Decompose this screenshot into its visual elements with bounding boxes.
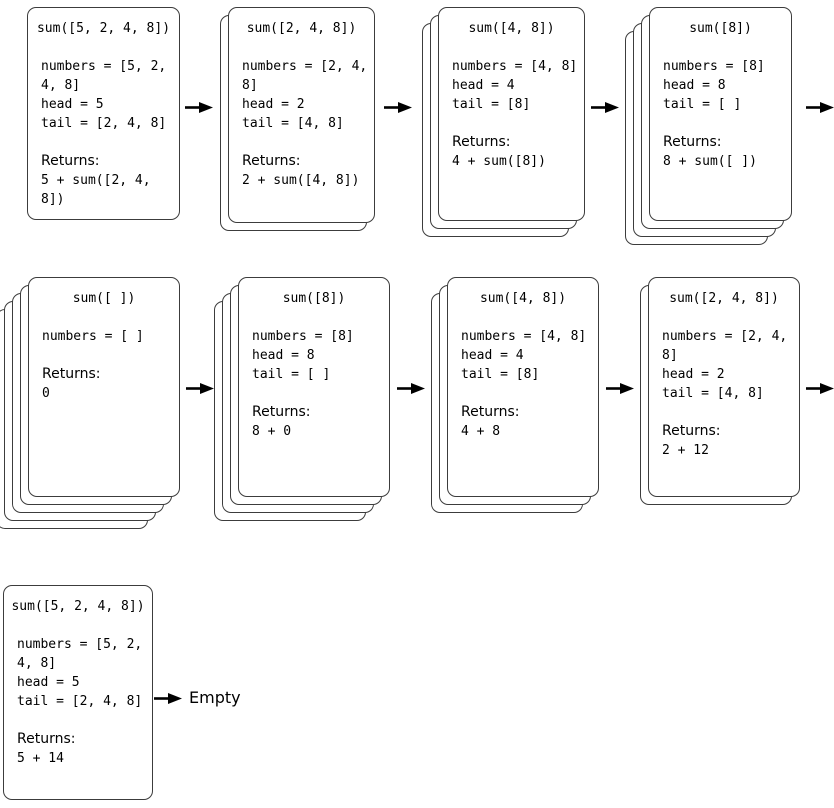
card-stack bbox=[228, 7, 375, 223]
arrow-right-icon bbox=[154, 692, 182, 705]
code-line: 4, 8] bbox=[41, 78, 81, 93]
card-title: sum([8]) bbox=[689, 21, 752, 36]
code-line: 8] bbox=[662, 348, 678, 363]
returns-label: Returns: bbox=[461, 404, 520, 420]
card-stack bbox=[27, 7, 180, 220]
blank-line bbox=[4, 711, 152, 730]
code-line: 8 + sum([ ]) bbox=[663, 154, 757, 169]
card-title: sum([4, 8]) bbox=[479, 291, 567, 306]
returns-label: Returns: bbox=[663, 134, 722, 150]
empty-label: Empty bbox=[189, 688, 241, 707]
code-line: 5 + sum([2, 4, bbox=[41, 173, 151, 188]
code-line: head = 8 bbox=[252, 348, 315, 363]
blank-line bbox=[649, 403, 799, 422]
code-line: head = 2 bbox=[662, 367, 725, 382]
code-line: numbers = [2, 4, bbox=[662, 329, 788, 344]
code-line: tail = [ ] bbox=[252, 367, 331, 382]
code-line: 2 + sum([4, 8]) bbox=[242, 173, 360, 188]
card-title: sum([5, 2, 4, 8]) bbox=[11, 599, 145, 614]
call-frame-card bbox=[649, 7, 792, 221]
blank-line bbox=[439, 38, 584, 57]
card-stack bbox=[649, 7, 792, 221]
card-title: sum([ ]) bbox=[72, 291, 136, 306]
card-title: sum([4, 8]) bbox=[468, 21, 555, 36]
arrow-right-icon bbox=[185, 101, 213, 114]
code-line: head = 8 bbox=[663, 78, 726, 93]
call-frame-card bbox=[447, 277, 599, 497]
arrow-right-icon bbox=[806, 101, 834, 114]
code-line: 4, 8] bbox=[17, 656, 57, 671]
blank-line bbox=[29, 346, 179, 365]
returns-label: Returns: bbox=[41, 153, 100, 169]
call-frame-card bbox=[28, 277, 180, 497]
blank-line bbox=[439, 114, 584, 133]
code-line: tail = [2, 4, 8] bbox=[41, 116, 167, 131]
code-line: 8 + 0 bbox=[252, 424, 292, 439]
code-line: tail = [8] bbox=[461, 367, 540, 382]
code-line: head = 2 bbox=[242, 97, 305, 112]
call-frame-card bbox=[228, 7, 375, 223]
code-line: head = 4 bbox=[452, 78, 515, 93]
call-frame-card bbox=[27, 7, 180, 220]
call-frame-card bbox=[238, 277, 390, 497]
code-line: 0 bbox=[42, 386, 50, 401]
blank-line bbox=[229, 133, 374, 152]
returns-label: Returns: bbox=[17, 731, 76, 747]
code-line: head = 5 bbox=[17, 675, 80, 690]
arrow-right-icon bbox=[186, 382, 214, 395]
returns-label: Returns: bbox=[662, 423, 721, 439]
code-line: numbers = [4, 8] bbox=[461, 329, 587, 344]
code-line: tail = [4, 8] bbox=[242, 116, 344, 131]
blank-line bbox=[28, 38, 179, 57]
blank-line bbox=[649, 308, 799, 327]
blank-line bbox=[448, 384, 598, 403]
code-line: 2 + 12 bbox=[662, 443, 709, 458]
card-title: sum([2, 4, 8]) bbox=[246, 21, 357, 36]
card-stack bbox=[238, 277, 390, 497]
blank-line bbox=[229, 38, 374, 57]
code-line: tail = [4, 8] bbox=[662, 386, 764, 401]
code-line: 5 + 14 bbox=[17, 751, 64, 766]
blank-line bbox=[650, 38, 791, 57]
arrow-right-icon bbox=[384, 101, 412, 114]
blank-line bbox=[650, 114, 791, 133]
card-title: sum([5, 2, 4, 8]) bbox=[36, 21, 171, 36]
card-stack bbox=[648, 277, 800, 497]
code-line: tail = [2, 4, 8] bbox=[17, 694, 143, 709]
arrow-right-icon bbox=[397, 382, 425, 395]
card-title: sum([8]) bbox=[282, 291, 346, 306]
code-line: numbers = [2, 4, bbox=[242, 59, 368, 74]
code-line: numbers = [8] bbox=[663, 59, 765, 74]
code-line: numbers = [5, 2, bbox=[41, 59, 167, 74]
call-frame-card bbox=[648, 277, 800, 497]
card-stack bbox=[438, 7, 585, 221]
code-line: tail = [ ] bbox=[663, 97, 742, 112]
blank-line bbox=[4, 616, 152, 635]
returns-label: Returns: bbox=[252, 404, 311, 420]
blank-line bbox=[239, 384, 389, 403]
card-stack bbox=[447, 277, 599, 497]
call-frame-card bbox=[3, 585, 153, 800]
code-line: 8] bbox=[242, 78, 258, 93]
code-line: 4 + 8 bbox=[461, 424, 501, 439]
code-line: 8]) bbox=[41, 192, 65, 207]
code-line: 4 + sum([8]) bbox=[452, 154, 546, 169]
returns-label: Returns: bbox=[242, 153, 301, 169]
arrow-right-icon bbox=[606, 382, 634, 395]
blank-line bbox=[28, 133, 179, 152]
blank-line bbox=[239, 308, 389, 327]
card-stack bbox=[28, 277, 180, 497]
code-line: numbers = [5, 2, bbox=[17, 637, 143, 652]
arrow-right-icon bbox=[591, 101, 619, 114]
blank-line bbox=[448, 308, 598, 327]
returns-label: Returns: bbox=[452, 134, 511, 150]
code-line: numbers = [ ] bbox=[42, 329, 144, 344]
code-line: numbers = [8] bbox=[252, 329, 354, 344]
arrow-right-icon bbox=[806, 382, 834, 395]
returns-label: Returns: bbox=[42, 366, 101, 382]
code-line: head = 4 bbox=[461, 348, 524, 363]
code-line: tail = [8] bbox=[452, 97, 531, 112]
code-line: head = 5 bbox=[41, 97, 104, 112]
card-title: sum([2, 4, 8]) bbox=[669, 291, 779, 306]
call-frame-card bbox=[438, 7, 585, 221]
code-line: numbers = [4, 8] bbox=[452, 59, 578, 74]
blank-line bbox=[29, 308, 179, 327]
card-stack bbox=[3, 585, 153, 800]
